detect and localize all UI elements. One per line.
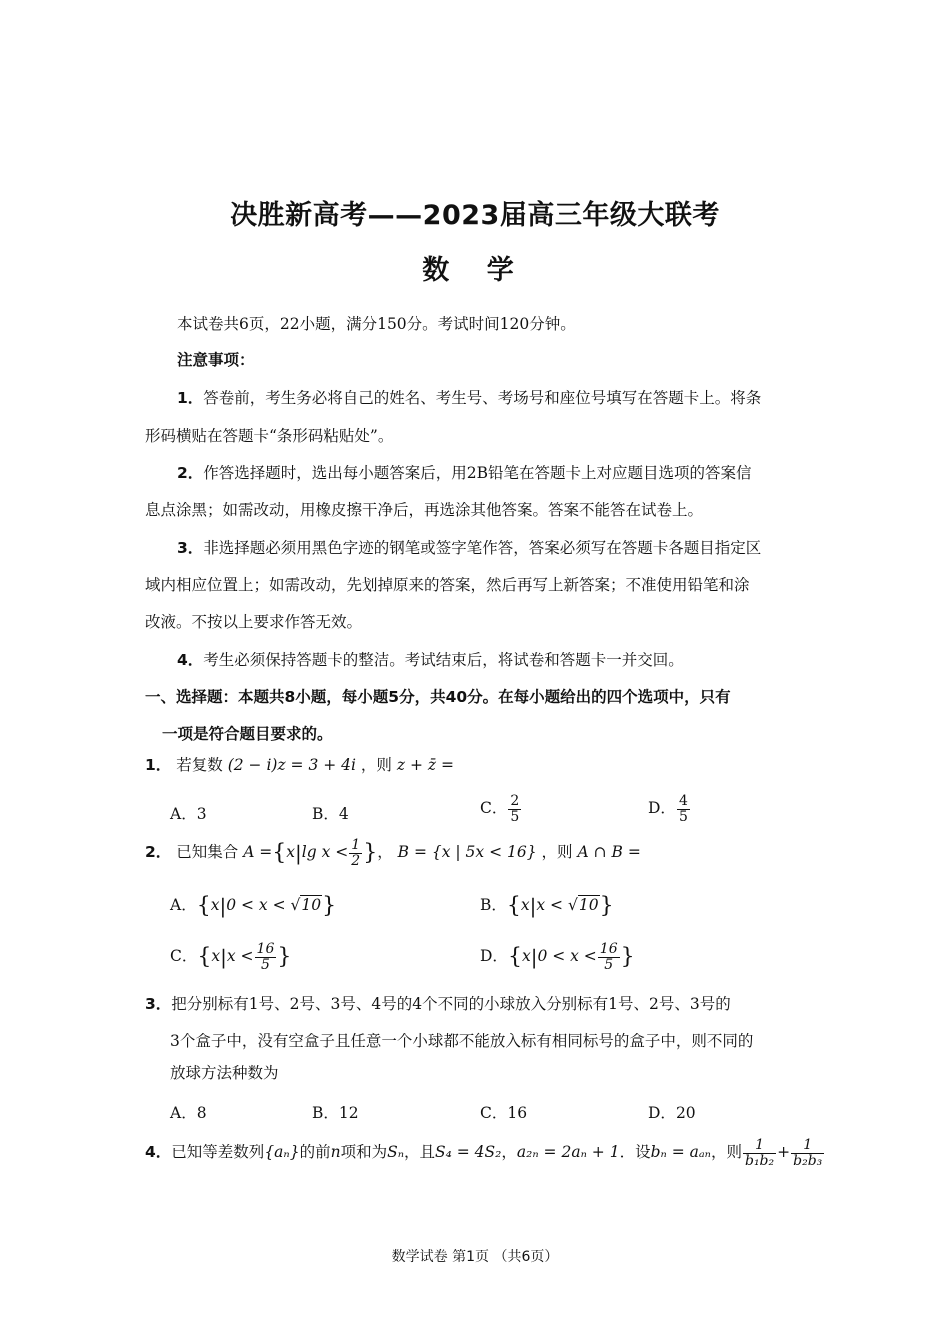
question-text: 若复数 bbox=[176, 756, 223, 774]
option-c: C． $\frac{2}{5}$ bbox=[480, 793, 520, 825]
option-b: B．12 bbox=[312, 1104, 359, 1122]
option-c: C．{x|x < $\frac{16}{5}$ } bbox=[170, 941, 292, 973]
math-expression: A ∩ B = bbox=[577, 843, 641, 862]
fraction: $\frac{2}{5}$ bbox=[510, 793, 520, 825]
question-1 bbox=[145, 753, 454, 775]
question-line: 3个盒子中，没有空盒子且任意一个小球都不能放入标有相同标号的盒子中，则不同的 bbox=[170, 1032, 754, 1050]
option-d: D． $\frac{4}{5}$ bbox=[648, 793, 688, 825]
question-text: 已知集合 bbox=[176, 843, 239, 862]
notice-line: 形码横贴在答题卡“条形码粘贴处”。 bbox=[145, 427, 394, 445]
question-number: 4． bbox=[145, 1143, 172, 1162]
fraction: $\frac{16}{5}$ bbox=[256, 941, 275, 973]
option-d: D．20 bbox=[648, 1104, 696, 1122]
question-line: 把分别标有1号、2号、3号、4号的4个不同的小球放入分别标有1号、2号、3号的 bbox=[171, 995, 731, 1013]
math-expression: z + z̄ = bbox=[396, 756, 454, 774]
question-number: 3． bbox=[145, 995, 172, 1013]
subject-title: 数 学 bbox=[422, 255, 528, 286]
option-d: D．{x|0 < x < $\frac{16}{5}$ } bbox=[480, 941, 635, 973]
notice-line: 域内相应位置上；如需改动，先划掉原来的答案，然后再写上新答案；不准使用铅笔和涂 bbox=[145, 576, 750, 594]
option-c: C．16 bbox=[480, 1104, 528, 1122]
question-number: 1． bbox=[145, 756, 172, 774]
question-4: 4．已知等差数列{aₙ}的前n项和为Sₙ，且S₄ = 4S₂，a₂ₙ = 2aₙ + 1．设bₙ = aₐₙ，则 $\frac{1}{\text{b₁b₂}}$ + $\frac{1}{\text{b₂b₃}}$ bbox=[145, 1137, 823, 1169]
notice-line: 非选择题必须用黑色字迹的钢笔或签字笔作答，答案必须写在答题卡各题目指定区 bbox=[203, 539, 762, 557]
fraction: $\frac{4}{5}$ bbox=[678, 793, 688, 825]
notice-number: 3． bbox=[177, 539, 204, 557]
section-heading: 一、选择题：本题共8小题，每小题5分，共40分。在每小题给出的四个选项中，只有 bbox=[145, 688, 731, 706]
option-a: A．3 bbox=[170, 805, 207, 823]
question-text: ，则 bbox=[360, 756, 392, 774]
exam-intro: 本试卷共6页，22小题，满分150分。考试时间120分钟。 bbox=[177, 315, 576, 333]
notice-line: 考生必须保持答题卡的整洁。考试结束后，将试卷和答题卡一并交回。 bbox=[203, 651, 684, 669]
fraction: $\frac{1}{2}$ bbox=[351, 837, 361, 869]
notice-number: 2． bbox=[177, 464, 204, 482]
notice-line: 作答选择题时，选出每小题答案后，用2B铅笔在答题卡上对应题目选项的答案信 bbox=[203, 464, 752, 482]
option-a: A．8 bbox=[170, 1104, 207, 1122]
notice-number: 4． bbox=[177, 651, 204, 669]
question-2: 2． 已知集合 A ={x|lg x < $\frac{1}{2}$ }， B = {x | 5x < 16} ，则 A ∩ B = bbox=[145, 837, 641, 869]
fraction: $\frac{1}{\text{b₁b₂}}$ bbox=[744, 1137, 775, 1169]
notice-line: 息点涂黑；如需改动，用橡皮擦干净后，再选涂其他答案。答案不能答在试卷上。 bbox=[145, 501, 704, 519]
question-3 bbox=[145, 992, 731, 1014]
section-heading-cont: 一项是符合题目要求的。 bbox=[162, 725, 333, 743]
notice-number: 1． bbox=[177, 389, 204, 407]
set-b: B = {x | 5x < 16} bbox=[397, 843, 537, 862]
notice-line: 答卷前，考生务必将自己的姓名、考生号、考场号和座位号填写在答题卡上。将条 bbox=[203, 389, 762, 407]
fraction: $\frac{16}{5}$ bbox=[599, 941, 618, 973]
question-line: 放球方法种数为 bbox=[170, 1064, 279, 1082]
fraction: $\frac{1}{\text{b₂b₃}}$ bbox=[793, 1137, 823, 1169]
notice-line: 改液。不按以上要求作答无效。 bbox=[145, 613, 363, 631]
question-number: 2． bbox=[145, 843, 172, 862]
set-a: A ={x|lg x < $\frac{1}{2}$ } bbox=[243, 837, 378, 869]
option-a: A．{x|0 < x < √10} bbox=[170, 893, 337, 919]
option-b: B．{x|x < √10} bbox=[480, 893, 614, 919]
option-b: B．4 bbox=[312, 805, 349, 823]
question-text: ，则 bbox=[541, 843, 573, 862]
page-footer: 数学试卷 第1页 （共6页） bbox=[391, 1249, 559, 1265]
math-expression: (2 − i)z = 3 + 4i bbox=[227, 756, 356, 774]
notice-heading: 注意事项： bbox=[177, 351, 255, 369]
exam-title: 决胜新高考——2023届高三年级大联考 bbox=[230, 200, 720, 231]
